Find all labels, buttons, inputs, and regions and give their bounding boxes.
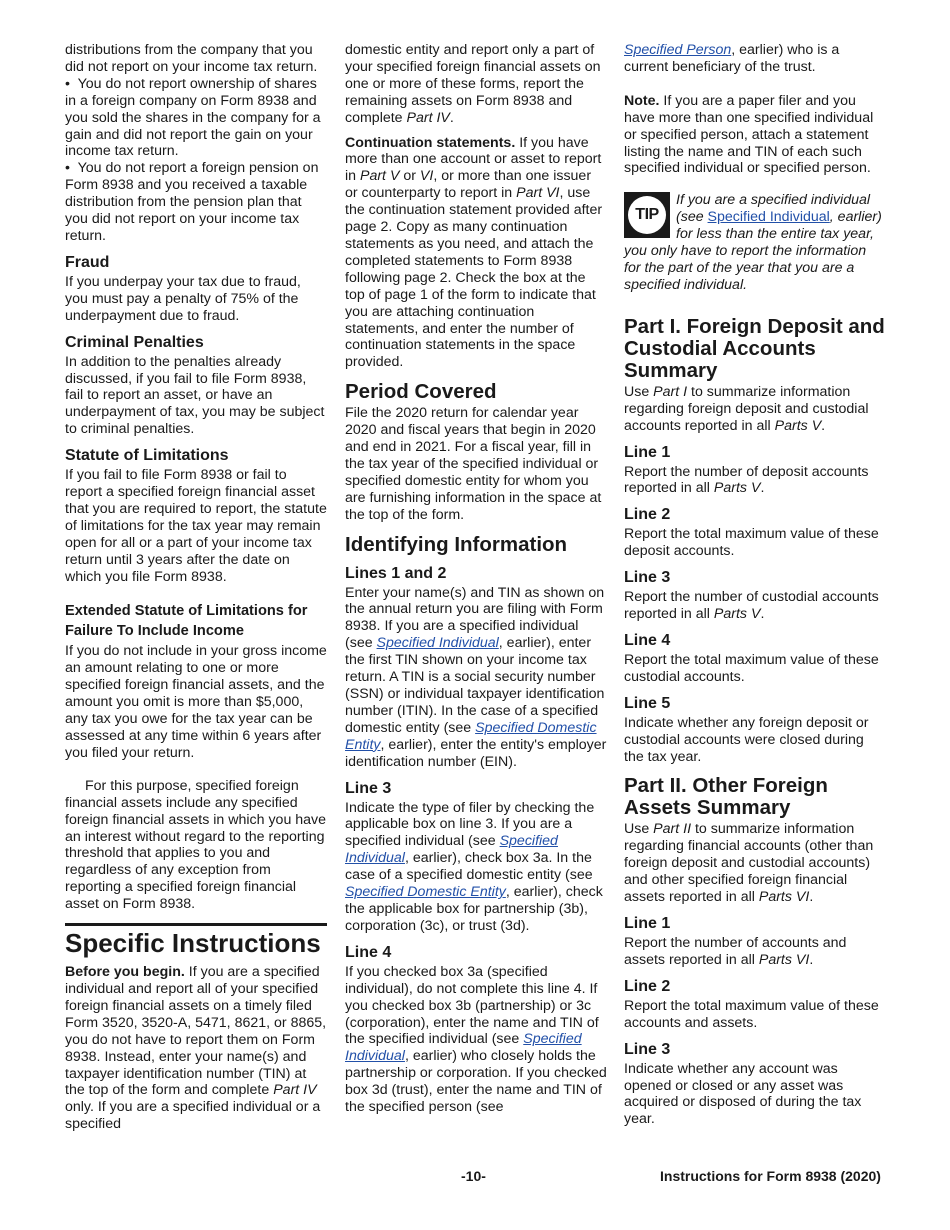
specified-individual-link[interactable]: Specified Individual [376, 635, 499, 652]
part-2-heading: Part II. Other Foreign Assets Summary [624, 774, 828, 820]
statute-text: If you fail to file Form 8938 or fail to report a specified foreign financial asset that you are required to report, the statute of limitations for the tax year may remain open for all or a part of your income tax return until 3 years after the date on which you file Form 8938. [65, 467, 327, 585]
continued-paragraph: Specified Person, earlier) who is a current beneficiary of the trust. [624, 42, 840, 75]
line-3-text: Indicate the type of filer by checking the applicable box on line 3. If you are a specified individual (see Specified Individual, earlier), check box 3a. In the case of a specified domestic entity (see Specified Domestic Entity, earlier), check the applicable box for partnership (3b), corporation (3c), or trust (3d). [345, 799, 603, 934]
tip-icon: TIP [624, 192, 670, 238]
part-1-line-5-text: Indicate whether any foreign deposit or custodial accounts were closed during the tax year. [624, 714, 869, 765]
part-1-line-3-text: Report the number of custodial accounts reported in all Parts V. [624, 589, 879, 623]
continued-paragraph: domestic entity and report only a part of your specified foreign financial assets on one or more of these forms, report the remaining assets on Form 8938 and complete Part IV. [345, 42, 601, 126]
identifying-information-heading: Identifying Information [345, 532, 568, 556]
column-1 [65, 42, 327, 1133]
column-2 [345, 42, 607, 1116]
period-covered-heading: Period Covered [345, 380, 497, 404]
part-1-line-4-heading: Line 4 [624, 631, 671, 649]
fraud-text: If you underpay your tax due to fraud, you must pay a penalty of 75% of the underpayment due to fraud. [65, 273, 301, 324]
part-2-line-3-heading: Line 3 [624, 1040, 671, 1058]
line-4-heading: Line 4 [345, 943, 392, 961]
document-title: Instructions for Form 8938 (2020) [660, 1168, 881, 1184]
fraud-heading: Fraud [65, 253, 110, 271]
line-4-text: If you checked box 3a (specified individual), do not complete this line 4. If you checked box 3b (partnership) or 3c (corporation), enter the name and TIN of the specified individual (see Specified Individual, earlier) who closely holds the partnership or corporation. If you checked box 3d (trust), enter the name and TIN of the specified person (see [345, 963, 607, 1116]
extended-statute-heading: Extended Statute of Limitations for Failure To Include Income [65, 603, 308, 640]
bullet-item: • You do not report a foreign pension on Form 8938 and you received a taxable distribution from the pension plan that you did not report on your income tax return. [65, 160, 319, 244]
before-label: Before you begin. [65, 964, 185, 981]
specified-person-link[interactable]: Specified Person [624, 42, 732, 58]
page-number: -10- [461, 1168, 486, 1184]
bullet-item: • You do not report ownership of shares in a foreign company on Form 8938 and you sold the shares in the company for a gain and did not report the gain on your income tax return. [65, 75, 321, 160]
specified-domestic-entity-link[interactable]: Specified Domestic Entity [345, 719, 597, 753]
before-you-begin-paragraph: Before you begin. If you are a specified individual and report all of your specified foreign financial assets on a timely filed Form 3520, 3520-A, 5471, 8621, or 8865, you do not have to report them on Form 8938. Instead, enter your name(s) and taxpayer identification number (TIN) at the top of the form and complete Part IV only. If you are a specified individual or a specified [65, 964, 327, 1133]
part-2-line-1-heading: Line 1 [624, 915, 671, 932]
specific-instructions-heading: Specific Instructions [65, 923, 327, 958]
part-2-line-3-text: Indicate whether any account was opened or closed or any asset was acquired or disposed of during the tax year. [624, 1060, 862, 1128]
continuation-statements-paragraph: Continuation statements. If you have more than one account or asset to report in Part V or VI, or more than one issuer or counterparty to report in Part VI, use the continuation statement provided after page 2. Copy as many continuation statements as you need, and attach the completed statements to Form 8938 following page 2. Check the box at the top of page 1 of the form to indicate that you are attaching continuation statements, and enter the number of continuation statements in the space provided. [345, 134, 603, 371]
line-3-heading: Line 3 [345, 779, 392, 797]
part-1-heading: Part I. Foreign Deposit and Custodial Accounts Summary [624, 314, 885, 382]
specified-domestic-entity-link[interactable]: Specified Domestic Entity [345, 884, 506, 901]
part-1-line-4-text: Report the total maximum value of these custodial accounts. [624, 651, 879, 685]
lines-1-2-text: Enter your name(s) and TIN as shown on the annual return you are filing with Form 8938. If you are a specified individual (see Specified Individual, earlier), enter the first TIN shown on your income tax return. A TIN is a social security number (SSN) or individual taxpayer identification number (ITIN). In the case of a specified domestic entity (see Specified Domestic Entity, earlier), enter the entity's employer identification number (EIN). [345, 584, 607, 770]
tip-box: TIP If you are a specified individual (see Specified Individual, earlier) for less than the entire tax year, you only have to report the information for the part of the year that you are a specified individual. [624, 192, 882, 293]
part-1-line-2-text: Report the total maximum value of these deposit accounts. [624, 526, 879, 560]
part-1-line-2-heading: Line 2 [624, 506, 671, 524]
criminal-penalties-heading: Criminal Penalties [65, 333, 204, 351]
part-2-text: Use Part II to summarize information regarding financial accounts (other than foreign deposit and custodial accounts) and other specified foreign financial assets reported in all Parts VI. [624, 821, 874, 906]
part-1-line-1-text: Report the number of deposit accounts reported in all Parts V. [624, 463, 869, 497]
column-3 [624, 42, 886, 1128]
intro-paragraph: distributions from the company that you did not report on your income tax return. [65, 42, 318, 75]
criminal-penalties-text: In addition to the penalties already discussed, if you fail to file Form 8938, fail to report an asset, or have an underpayment of tax, you may be subject to criminal penalties. [65, 353, 325, 438]
specified-individual-link[interactable]: Specified Individual [707, 209, 830, 226]
purpose-text: For this purpose, specified foreign financial assets include any specified foreign financial assets in which you have an interest without regard to the reporting threshold that applies to you and regardless of any exception from reporting a specified foreign financial asset on Form 8938. [65, 777, 327, 913]
part-2-line-2-heading: Line 2 [624, 977, 671, 995]
part-2-line-1-text: Report the number of accounts and assets reported in all Parts VI. [624, 935, 847, 968]
lines-1-2-heading: Lines 1 and 2 [345, 564, 447, 582]
part-2-line-2-text: Report the total maximum value of these accounts and assets. [624, 997, 879, 1031]
specified-individual-link[interactable]: Specified Individual [345, 1031, 582, 1065]
statute-heading: Statute of Limitations [65, 447, 229, 465]
note-paragraph: Note. If you are a paper filer and you have more than one specified individual or specified person, attach a statement listing the name and TIN of each such specified individual or specified person. [624, 92, 874, 177]
period-covered-text: File the 2020 return for calendar year 2020 and fiscal years that begin in 2020 and end in 2021. For a fiscal year, fill in the tax year of the specified individual or specified domestic entity for whom you are furnishing information in the space at the top of the form. [345, 405, 602, 523]
part-1-line-5-heading: Line 5 [624, 694, 671, 712]
part-1-text: Use Part I to summarize information regarding foreign deposit and custodial accounts reported in all Parts V. [624, 383, 869, 434]
extended-statute-text: If you do not include in your gross income an amount relating to one or more specified foreign financial assets, and the amount you omit is more than $5,000, any tax you owe for the tax year can be assessed at any time within 6 years after you filed your return. [65, 643, 327, 761]
specified-individual-link[interactable]: Specified Individual [345, 833, 558, 867]
part-1-line-1-heading: Line 1 [624, 443, 671, 461]
part-1-line-3-heading: Line 3 [624, 569, 671, 587]
